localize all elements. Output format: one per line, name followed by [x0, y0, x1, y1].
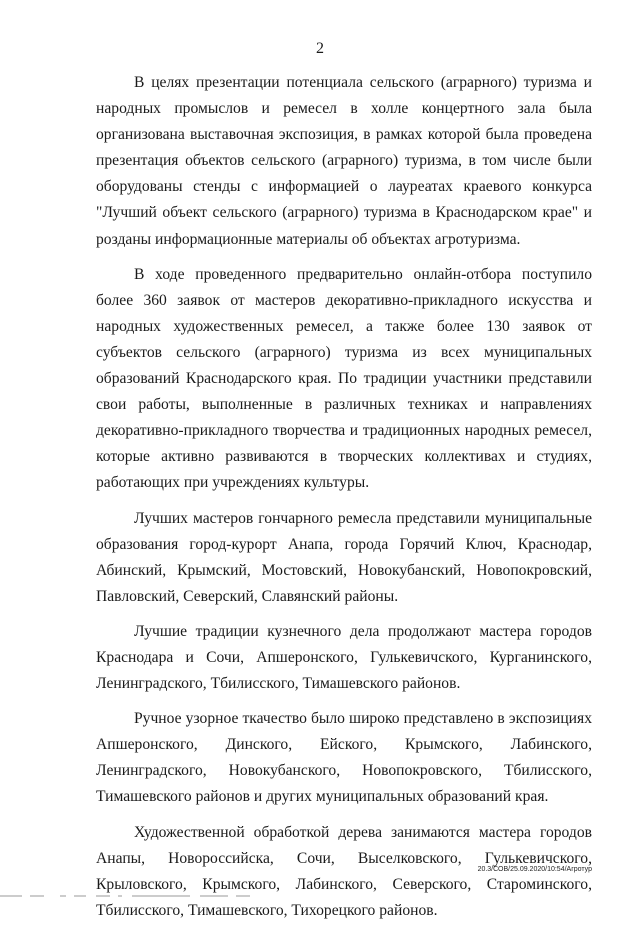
scan-edge-artifact: [0, 894, 640, 898]
paragraph-woodwork: Художественной обработкой дерева занимаются мастера городов Анапы, Новороссийска, Сочи, Выселковского, Гулькевичского, Крыловского, Крымского, Лабинского, Северского, Староминского, Тбилисского, Тимашевского, Тихорецкого районов.: [96, 823, 592, 919]
paragraph-online-selection: В ходе проведенного предварительно онлайн-отбора поступило более 360 заявок от мастеров декоративно-прикладного искусства и народных художественных ремесел, а также более 130 заявок от субъектов сельского (аграрного) туризма из всех муниципальных образований Краснодарского края. По традиции участники представили свои работы, выполненные в различных техниках и направлениях декоративно-прикладного творчества и традиционных народных ремесел, которые активно развиваются в творческих коллективах и студиях, работающих при учреждениях культуры.: [96, 265, 592, 492]
paragraph-pottery: Лучших мастеров гончарного ремесла представили муниципальные образования город-курорт Анапа, города Горячий Ключ, Краснодар, Абинский, Крымский, Мостовский, Новокубанский, Новопокровский, Павловский, Северский, Славянский районы.: [96, 509, 592, 605]
paragraph-blacksmithing: Лучшие традиции кузнечного дела продолжают мастера городов Краснодара и Сочи, Апшеронского, Гулькевичского, Курганинского, Ленинградского, Тбилисского, Тимашевского районов.: [96, 622, 592, 693]
document-body: [96, 70, 592, 933]
paragraph-exposition: В целях презентации потенциала сельского (аграрного) туризма и народных промыслов и ремесел в холле концертного зала была организована выставочная экспозиция, в рамках которой была проведена презентация объектов сельского (аграрного) туризма, в том числе были оборудованы стенды с информацией о лауреатах краевого конкурса "Лучший объект сельского (аграрного) туризма в Краснодарском крае" и розданы информационные материалы об объектах агротуризма.: [96, 74, 592, 248]
paragraph-weaving: Ручное узорное ткачество было широко представлено в экспозициях Апшеронского, Динского, Ейского, Крымского, Лабинского, Ленинградского, Новокубанского, Новопокровского, Тбилисского, Тимашевского районов и других муниципальных образований края.: [96, 710, 592, 806]
document-registry-code: 20.3/СОВ/25.09.2020/10:54/Агротур: [477, 866, 592, 873]
page-number: 2: [316, 40, 324, 57]
